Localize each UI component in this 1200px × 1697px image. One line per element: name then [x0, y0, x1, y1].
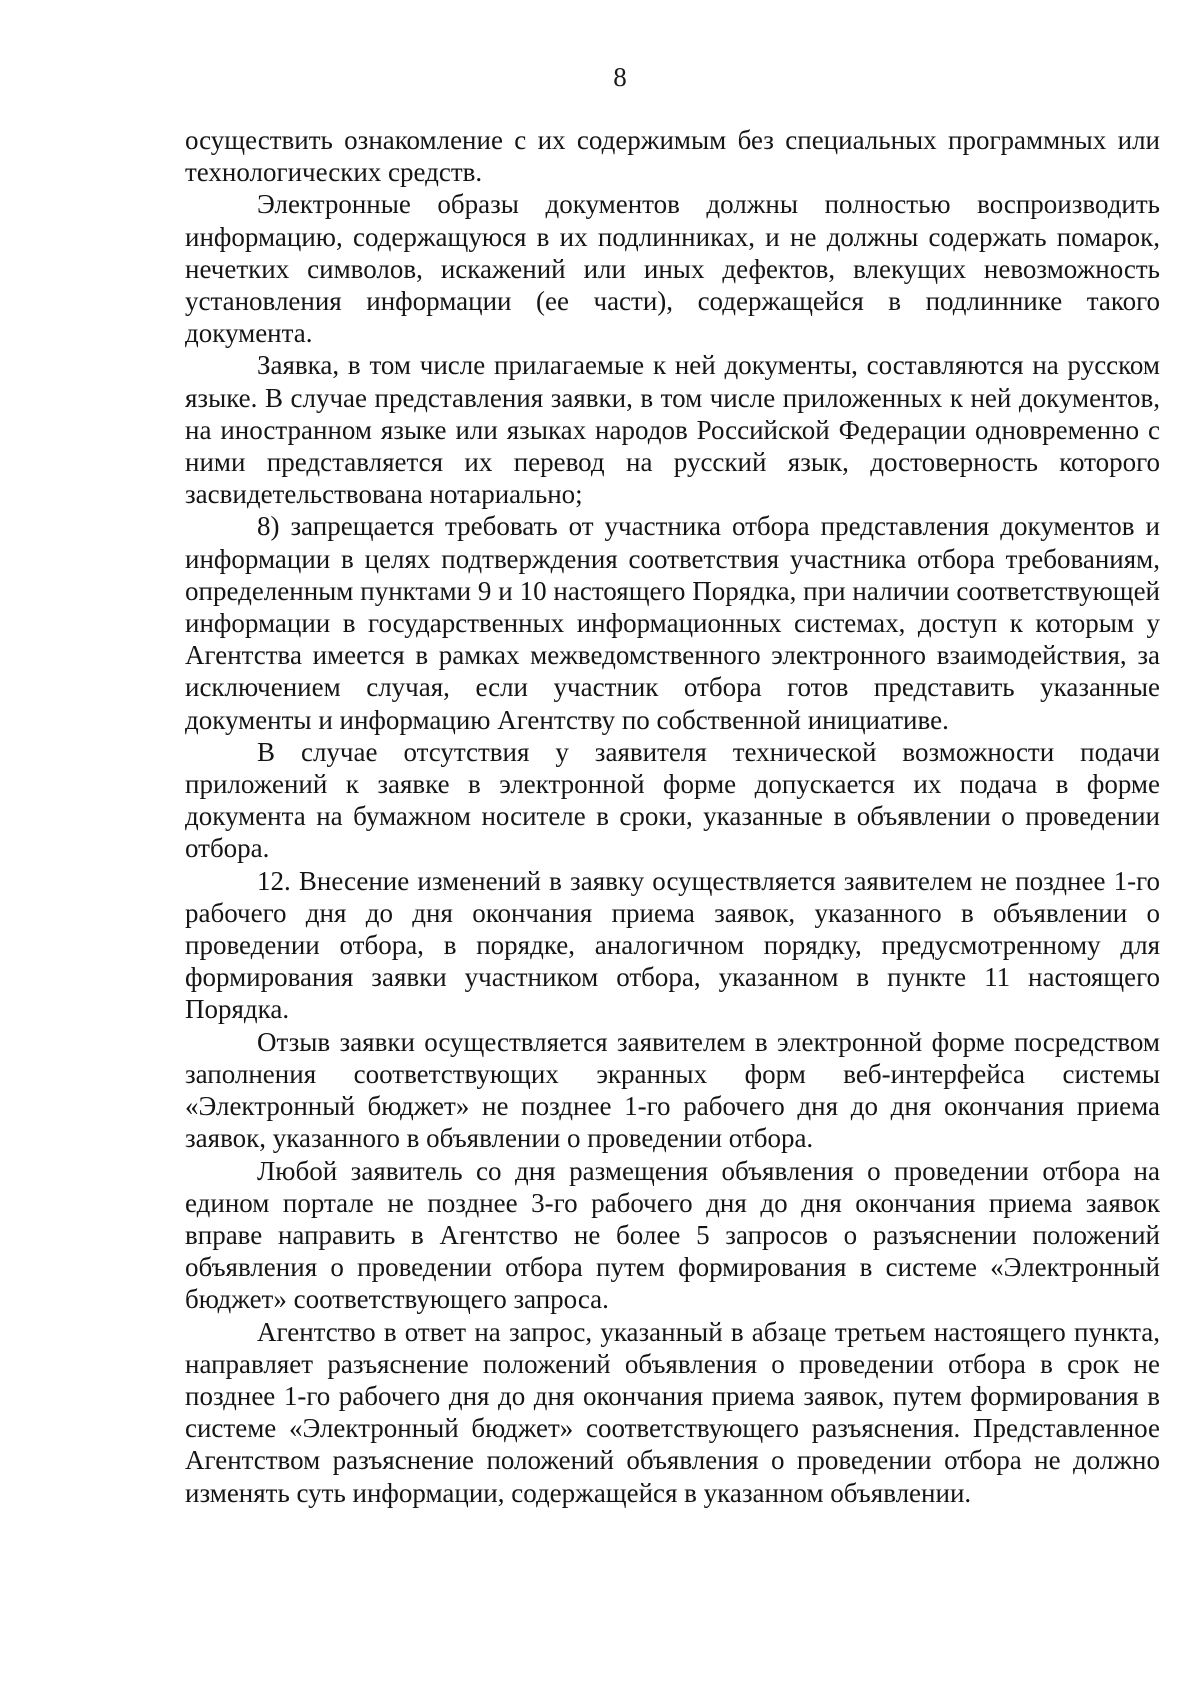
paragraph-paper-submission: В случае отсутствия у заявителя технической возможности подачи приложений к заявке в электронной форме допускается их подача в форме документа на бумажном носителе в сроки, указанные в объявлении о проведении отбора. — [185, 736, 1160, 864]
paragraph-agency-response: Агентство в ответ на запрос, указанный в абзаце третьем настоящего пункта, направляет разъяснение положений объявления о проведении отбора в срок не позднее 1-го рабочего дня до дня окончания приема заявок, путем формирования в системе «Электронный бюджет» соответствующего разъяснения. Представленное Агентством разъяснение положений объявления о проведении отбора не должно изменять суть информации, содержащейся в указанном объявлении. — [185, 1316, 1160, 1508]
paragraph-withdrawal: Отзыв заявки осуществляется заявителем в электронной форме посредством заполнения соответствующих экранных форм веб-интерфейса системы «Электронный бюджет» не позднее 1-го рабочего дня до дня окончания приема заявок, указанного в объявлении о проведении отбора. — [185, 1026, 1160, 1154]
paragraph-clarification-requests: Любой заявитель со дня размещения объявления о проведении отбора на едином портале не позднее 3-го рабочего дня до дня окончания приема заявок вправе направить в Агентство не более 5 запросов о разъяснении положений объявления о проведении отбора путем формирования в системе «Электронный бюджет» соответствующего запроса. — [185, 1155, 1160, 1315]
paragraph-item-8: 8) запрещается требовать от участника отбора представления документов и информации в целях подтверждения соответствия участника отбора требованиям, определенным пунктами 9 и 10 настоящего Порядка, при наличии соответствующей информации в государственных информационных системах, доступ к которым у Агентства имеется в рамках межведомственного электронного взаимодействия, за исключением случая, если участник отбора готов представить указанные документы и информацию Агентству по собственной инициативе. — [185, 511, 1160, 735]
paragraph-continuation: осуществить ознакомление с их содержимым без специальных программных или технологических средств. — [185, 125, 1160, 188]
page-number: 8 — [613, 62, 627, 92]
document-body — [185, 124, 1160, 1509]
paragraph-electronic-images: Электронные образы документов должны полностью воспроизводить информацию, содержащуюся в их подлинниках, и не должны содержать помарок, нечетких символов, искажений или иных дефектов, влекущих невозможность установления информации (ее части), содержащейся в подлиннике такого документа. — [185, 189, 1160, 349]
paragraph-item-12: 12. Внесение изменений в заявку осуществляется заявителем не позднее 1-го рабочего дня до дня окончания приема заявок, указанного в объявлении о проведении отбора, в порядке, аналогичном порядку, предусмотренному для формирования заявки участником отбора, указанном в пункте 11 настоящего Порядка. — [185, 865, 1160, 1025]
paragraph-russian-language: Заявка, в том числе прилагаемые к ней документы, составляются на русском языке. В случае представления заявки, в том числе приложенных к ней документов, на иностранном языке или языках народов Российской Федерации одновременно с ними представляется их перевод на русский язык, достоверность которого засвидетельствована нотариально; — [185, 350, 1160, 510]
